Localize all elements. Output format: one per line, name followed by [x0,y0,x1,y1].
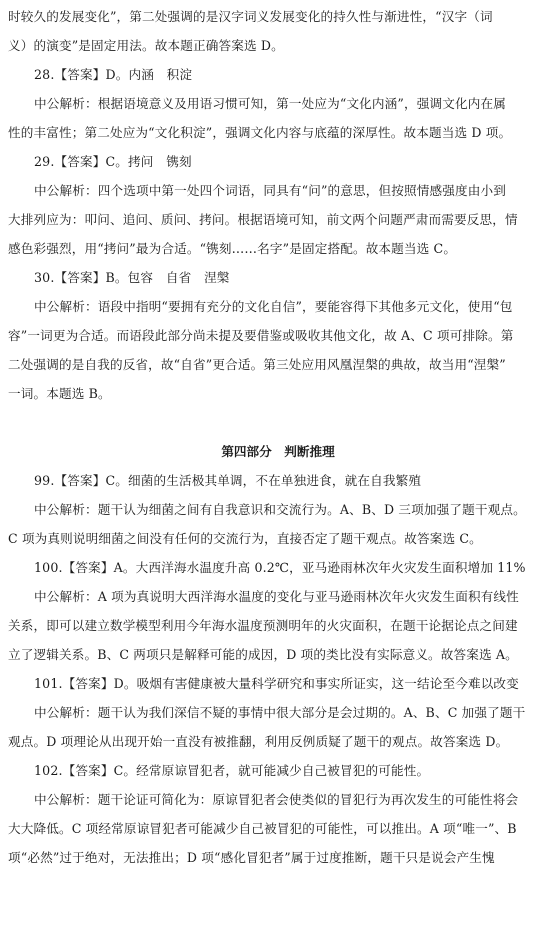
text-line: 中公解析：题干认为细菌之间有自我意识和交流行为。A、B、D 三项加强了题干观点。 [34,502,526,517]
text-line: 立了逻辑关系。B、C 两项只是解释可能的成因，D 项的类比没有实际意义。故答案选 A。 [8,647,518,662]
text-line: 观点。D 项理论从出现开始一直没有被推翻，利用反例质疑了题干的观点。故答案选 D。 [8,734,509,749]
text-line: 中公解析：四个选项中第一处四个词语，同具有“问”的意思，但按照情感强度由小到 [34,183,506,198]
text-line: 时较久的发展变化”，第二处强调的是汉字词义发展变化的持久性与渐进性，“汉字（词 [8,9,493,24]
text-line: 大大降低。C 项经常原谅冒犯者可能减少自己被冒犯的可能性，可以推出。A 项“唯一”、B [8,821,517,836]
text-line: 义）的演变”是固定用法。故本题正确答案选 D。 [8,38,284,53]
text-line: 中公解析：题干认为我们深信不疑的事情中很大部分是会过期的。A、B、C 加强了题干 [34,705,526,720]
answer-section-verbal [8,2,548,408]
text-line: 中公解析：题干论证可简化为：原谅冒犯者会使类似的冒犯行为再次发生的可能性将会 [34,792,519,807]
text-line: 29.【答案】C。拷问 镌刻 [34,154,192,169]
text-line: 感色彩强烈，用“拷问”最为合适。“镌刻……名字”是固定搭配。故本题当选 C。 [8,241,457,256]
text-line: 102.【答案】C。经常原谅冒犯者，就可能减少自己被冒犯的可能性。 [34,763,430,778]
text-line: 30.【答案】B。包容 自省 涅槃 [34,270,230,285]
text-line: 中公解析：语段中指明“要拥有充分的文化自信”，要能容得下其他多元文化，使用“包 [34,299,513,314]
text-line: 28.【答案】D。内涵 积淀 [34,67,193,82]
text-line: 中公解析：根据语境意义及用语习惯可知，第一处应为“文化内涵”，强调文化内在属 [34,96,506,111]
text-line: 关系，即可以建立数学模型利用今年海水温度预测明年的火灾面积，在题干论据论点之间建 [8,618,518,633]
text-line: 100.【答案】A。大西洋海水温度升高 0.2℃，亚马逊雨林次年火灾发生面积增加 11% [34,560,526,575]
answer-section-reasoning [8,466,548,872]
text-line: 性的丰富性；第二处应为“文化积淀”，强调文化内容与底蕴的深厚性。故本题当选 D 项。 [8,125,512,140]
text-line: 容”一词更为合适。而语段此部分尚未提及要借鉴或吸收其他文化，故 A、C 项可排除。第 [8,328,514,343]
text-line: 101.【答案】D。吸烟有害健康被大量科学研究和事实所证实，这一结论至今难以改变 [34,676,519,691]
text-line: 中公解析：A 项为真说明大西洋海水温度的变化与亚马逊雨林次年火灾发生面积有线性 [34,589,519,604]
text-line: 项“必然”过于绝对，无法推出；D 项“感化冒犯者”属于过度推断，题干只是说会产生愧 [8,850,495,865]
section-gap [8,408,548,437]
text-line: 一词。本题选 B。 [8,386,111,401]
text-line: 大排列应为：叩问、追问、质问、拷问。根据语境可知，前文两个问题严肃而需要反思，情 [8,212,518,227]
text-line: 99.【答案】C。细菌的生活极其单调，不在单独进食，就在自我繁殖 [34,473,422,488]
text-line: 二处强调的是自我的反省，故“自省”更合适。第三处应用风凰涅槃的典故，故当用“涅槃” [8,357,506,372]
text-line: C 项为真则说明细菌之间没有任何的交流行为，直接否定了题干观点。故答案选 C。 [8,531,482,546]
section-title: 第四部分 判断推理 [221,444,335,459]
